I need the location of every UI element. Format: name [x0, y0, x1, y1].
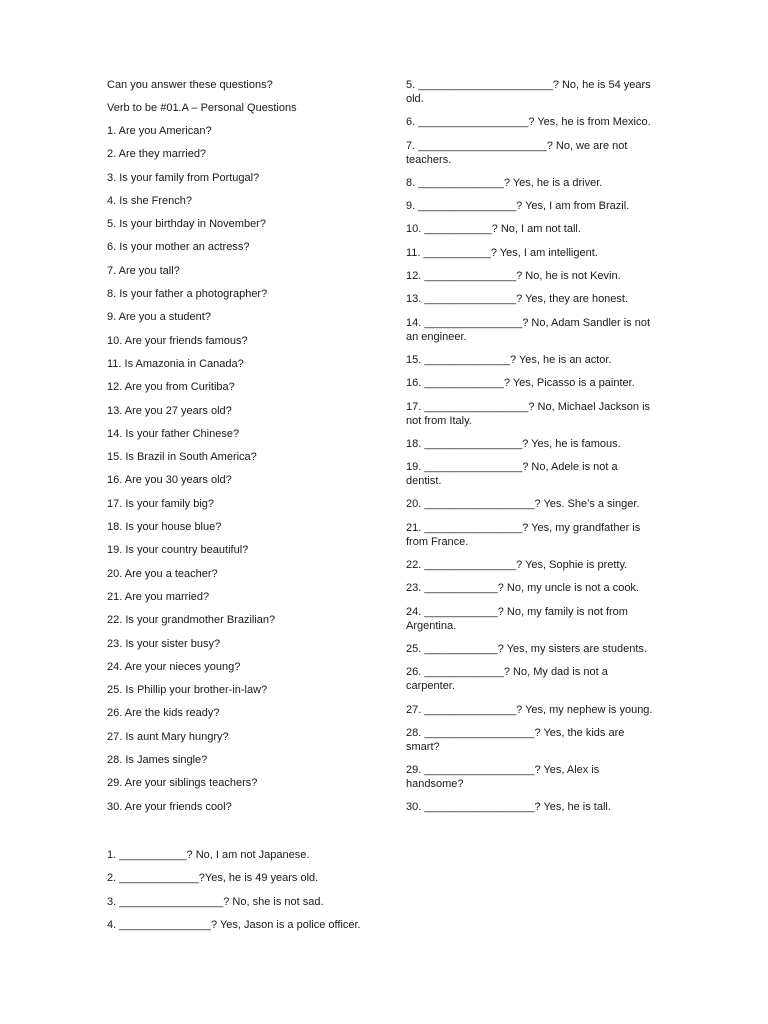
answer-item: 26. _____________? No, My dad is not a carpenter.: [406, 666, 608, 693]
question-item: 21. Are you married?: [107, 590, 210, 603]
question-item: 4. Is she French?: [107, 194, 192, 207]
question-item: 16. Are you 30 years old?: [107, 474, 232, 487]
answer-item: 23. ____________? No, my uncle is not a cook.: [406, 582, 639, 595]
answer-item: 10. ___________? No, I am not tall.: [406, 223, 581, 236]
question-item: 11. Is Amazonia in Canada?: [107, 357, 244, 370]
question-item: 9. Are you a student?: [107, 311, 211, 324]
section-spacer: [107, 823, 392, 848]
answer-item: 5. ______________________? No, he is 54 years old.: [406, 79, 651, 105]
answer-item: 14. ________________? No, Adam Sandler is not an engineer.: [406, 316, 651, 343]
question-item: 10. Are your friends famous?: [107, 334, 248, 347]
question-list: [107, 124, 392, 814]
answer-item: 11. ___________? Yes, I am intelligent.: [406, 246, 598, 259]
question-item: 26. Are the kids ready?: [107, 707, 220, 720]
question-item: 6. Is your mother an actress?: [107, 241, 250, 254]
question-item: 1. Are you American?: [107, 125, 212, 137]
intro-text: Can you answer these questions?: [107, 79, 273, 91]
answer-item: 21. ________________? Yes, my grandfather is from France.: [406, 521, 641, 548]
question-item: 20. Are you a teacher?: [107, 567, 218, 580]
answer-item: 3. _________________? No, she is not sad.: [107, 895, 324, 908]
answer-item: 22. _______________? Yes, Sophie is pretty.: [406, 559, 628, 572]
answer-item: 27. _______________? Yes, my nephew is young.: [406, 703, 653, 716]
answer-item: 8. ______________? Yes, he is a driver.: [406, 176, 603, 189]
answer-item: 20. __________________? Yes. She’s a singer.: [406, 498, 640, 511]
right-column: [406, 78, 656, 824]
question-item: 17. Is your family big?: [107, 497, 214, 510]
answer-item: 19. ________________? No, Adele is not a dentist.: [406, 461, 618, 488]
answer-item: 13. _______________? Yes, they are honest.: [406, 293, 629, 306]
question-item: 12. Are you from Curitiba?: [107, 381, 235, 394]
question-item: 27. Is aunt Mary hungry?: [107, 730, 229, 743]
question-item: 29. Are your siblings teachers?: [107, 777, 258, 790]
answer-item: 30. __________________? Yes, he is tall.: [406, 801, 611, 814]
question-item: 22. Is your grandmother Brazilian?: [107, 614, 276, 627]
answer-item: 7. _____________________? No, we are not teachers.: [406, 139, 628, 166]
answer-item: 18. ________________? Yes, he is famous.: [406, 437, 621, 450]
answer-list-left: [107, 848, 392, 932]
question-item: 5. Is your birthday in November?: [107, 218, 266, 231]
question-item: 24. Are your nieces young?: [107, 660, 241, 673]
answer-item: 15. ______________? Yes, he is an actor.: [406, 353, 612, 366]
answer-item: 4. _______________? Yes, Jason is a police officer.: [107, 918, 361, 931]
left-column: [107, 78, 392, 941]
worksheet-title: Verb to be #01.A – Personal Questions: [107, 102, 297, 114]
answer-item: 25. ____________? Yes, my sisters are students.: [406, 642, 647, 655]
question-item: 18. Is your house blue?: [107, 521, 222, 534]
answer-item: 24. ____________? No, my family is not from Argentina.: [406, 605, 628, 632]
question-item: 19. Is your country beautiful?: [107, 544, 249, 557]
question-item: 3. Is your family from Portugal?: [107, 171, 260, 184]
answer-item: 6. __________________? Yes, he is from Mexico.: [406, 116, 651, 129]
question-item: 15. Is Brazil in South America?: [107, 451, 257, 464]
answer-item: 2. _____________?Yes, he is 49 years old.: [107, 872, 319, 885]
question-item: 28. Is James single?: [107, 754, 208, 767]
question-item: 30. Are your friends cool?: [107, 800, 232, 813]
answer-item: 9. ________________? Yes, I am from Brazil.: [406, 200, 630, 213]
answer-item: 1. ___________? No, I am not Japanese.: [107, 848, 310, 861]
answer-item: 12. _______________? No, he is not Kevin.: [406, 270, 621, 283]
answer-item: 29. __________________? Yes, Alex is handsome?: [406, 764, 600, 791]
answer-item: 28. __________________? Yes, the kids are smart?: [406, 726, 625, 753]
question-item: 7. Are you tall?: [107, 264, 180, 277]
answer-item: 17. _________________? No, Michael Jackson is not from Italy.: [406, 400, 651, 427]
answer-item: 16. _____________? Yes, Picasso is a painter.: [406, 377, 635, 390]
question-item: 14. Is your father Chinese?: [107, 427, 240, 440]
answer-list-right: [406, 78, 656, 814]
question-item: 2. Are they married?: [107, 148, 207, 161]
question-item: 13. Are you 27 years old?: [107, 404, 232, 417]
question-item: 8. Is your father a photographer?: [107, 288, 268, 301]
question-item: 25. Is Phillip your brother-in-law?: [107, 684, 268, 697]
question-item: 23. Is your sister busy?: [107, 637, 221, 650]
